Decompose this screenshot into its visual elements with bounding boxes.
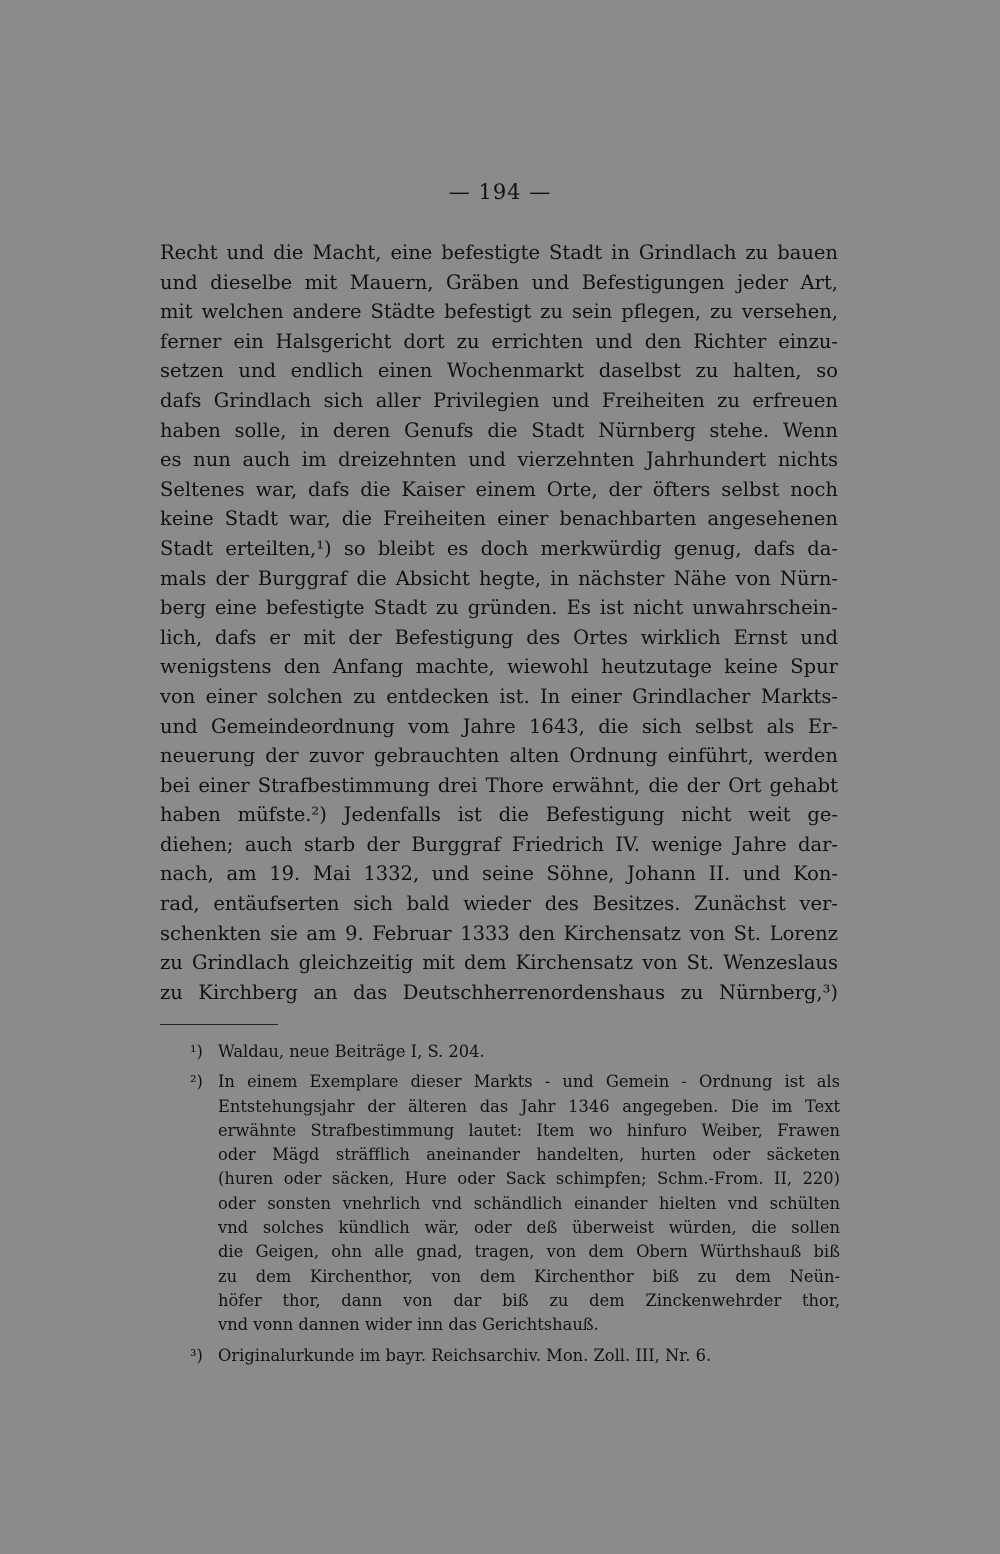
text-line: dafs Grindlach sich aller Privilegien und Freiheiten zu erfreuen bbox=[160, 388, 838, 412]
footnote-line bbox=[190, 1240, 840, 1264]
footnote-text: Originalurkunde im bayr. Reichsarchiv. Mon. Zoll. III, Nr. 6. bbox=[218, 1345, 712, 1365]
footnote-line bbox=[190, 1167, 840, 1191]
text-line: berg eine befestigte Stadt zu gründen. Es ist nicht unwahrschein- bbox=[160, 596, 838, 620]
footnote-line bbox=[190, 1143, 840, 1167]
footnote-text: oder Mägd sträfflich aneinander handelten, hurten oder säcketen bbox=[218, 1145, 840, 1165]
footnote-text: zu dem Kirchenthor, von dem Kirchenthor biß zu dem Neün- bbox=[218, 1266, 840, 1286]
text-line: neuerung der zuvor gebrauchten alten Ordnung einführt, werden bbox=[160, 744, 838, 768]
text-line: haben müfste.²) Jedenfalls ist die Befestigung nicht weit ge- bbox=[160, 803, 838, 827]
text-line: diehen; auch starb der Burggraf Friedrich IV. wenige Jahre dar- bbox=[160, 832, 838, 856]
footnote-mark: ³) bbox=[190, 1345, 203, 1365]
text-line: mals der Burggraf die Absicht hegte, in nächster Nähe von Nürn- bbox=[160, 566, 838, 590]
text-line: zu Grindlach gleichzeitig mit dem Kirchensatz von St. Wenzeslaus bbox=[160, 951, 838, 975]
text-line: mit welchen andere Städte befestigt zu sein pflegen, zu versehen, bbox=[160, 300, 838, 324]
footnote-line bbox=[190, 1216, 840, 1240]
text-line: von einer solchen zu entdecken ist. In einer Grindlacher Markts- bbox=[160, 684, 838, 708]
footnote-line bbox=[190, 1344, 840, 1368]
footnote bbox=[190, 1344, 840, 1368]
footnote-text: vnd solches kündlich wär, oder deß überweist würden, die sollen bbox=[218, 1218, 840, 1238]
footnote-text: erwähnte Strafbestimmung lautet: Item wo hinfuro Weiber, Frawen bbox=[218, 1120, 840, 1140]
footnote bbox=[190, 1040, 840, 1064]
text-line: es nun auch im dreizehnten und vierzehnten Jahrhundert nichts bbox=[160, 448, 838, 472]
text-line: setzen und endlich einen Wochenmarkt daselbst zu halten, so bbox=[160, 359, 838, 383]
text-line: Stadt erteilten,¹) so bleibt es doch merkwürdig genug, dafs da- bbox=[160, 536, 838, 560]
footnote-text: die Geigen, ohn alle gnad, tragen, von dem Obern Würthshauß biß bbox=[218, 1242, 840, 1262]
text-line: lich, dafs er mit der Befestigung des Ortes wirklich Ernst und bbox=[160, 625, 838, 649]
footnote-text: höfer thor, dann von dar biß zu dem Zinckenwehrder thor, bbox=[218, 1290, 840, 1310]
text-line: nach, am 19. Mai 1332, und seine Söhne, Johann II. und Kon- bbox=[160, 862, 838, 886]
text-line: zu Kirchberg an das Deutschherrenordenshaus zu Nürnberg,³) bbox=[160, 980, 838, 1004]
page-number: — 194 — bbox=[448, 180, 552, 204]
footnote-line bbox=[190, 1040, 840, 1064]
text-line: und dieselbe mit Mauern, Gräben und Befestigungen jeder Art, bbox=[160, 270, 838, 294]
footnote-text: Waldau, neue Beiträge I, S. 204. bbox=[218, 1042, 485, 1061]
footnote-line bbox=[190, 1070, 840, 1094]
footnote-text: Entstehungsjahr der älteren das Jahr 1346 angegeben. Die im Text bbox=[218, 1096, 840, 1116]
footnote bbox=[190, 1070, 840, 1337]
text-line: Seltenes war, dafs die Kaiser einem Orte, der öfters selbst noch bbox=[160, 477, 838, 501]
footnote-line bbox=[190, 1119, 840, 1143]
text-line: schenkten sie am 9. Februar 1333 den Kirchensatz von St. Lorenz bbox=[160, 921, 838, 945]
footnote-line bbox=[190, 1265, 840, 1289]
footnote-mark: ¹) bbox=[190, 1042, 203, 1061]
text-line: ferner ein Halsgericht dort zu errichten und den Richter einzu- bbox=[160, 329, 838, 353]
footnote-mark: ²) bbox=[190, 1072, 203, 1092]
text-line: haben solle, in deren Genufs die Stadt Nürnberg stehe. Wenn bbox=[160, 418, 838, 442]
footnote-text: vnd vonn dannen wider inn das Gerichtshauß. bbox=[218, 1315, 599, 1335]
main-text bbox=[160, 238, 838, 1007]
footnote-line bbox=[190, 1289, 840, 1313]
text-line: keine Stadt war, die Freiheiten einer benachbarten angesehenen bbox=[160, 507, 838, 531]
text-line: wenigstens den Anfang machte, wiewohl heutzutage keine Spur bbox=[160, 655, 838, 679]
footnote-text: (huren oder säcken, Hure oder Sack schimpfen; Schm.-From. II, 220) bbox=[218, 1169, 840, 1189]
footnote-text: In einem Exemplare dieser Markts - und Gemein - Ordnung ist als bbox=[218, 1072, 840, 1092]
text-line: rad, entäufserten sich bald wieder des Besitzes. Zunächst ver- bbox=[160, 892, 838, 916]
footnote-separator bbox=[160, 1024, 278, 1025]
footnotes bbox=[190, 1040, 840, 1368]
footnote-line bbox=[190, 1095, 840, 1119]
text-line: Recht und die Macht, eine befestigte Stadt in Grindlach zu bauen bbox=[160, 241, 838, 264]
text-line: und Gemeindeordnung vom Jahre 1643, die sich selbst als Er- bbox=[160, 714, 838, 738]
text-line: bei einer Strafbestimmung drei Thore erwähnt, die der Ort gehabt bbox=[160, 773, 838, 797]
footnote-line bbox=[190, 1313, 840, 1337]
footnote-text: oder sonsten vnehrlich vnd schändlich einander hielten vnd schülten bbox=[218, 1193, 840, 1213]
footnote-line bbox=[190, 1192, 840, 1216]
